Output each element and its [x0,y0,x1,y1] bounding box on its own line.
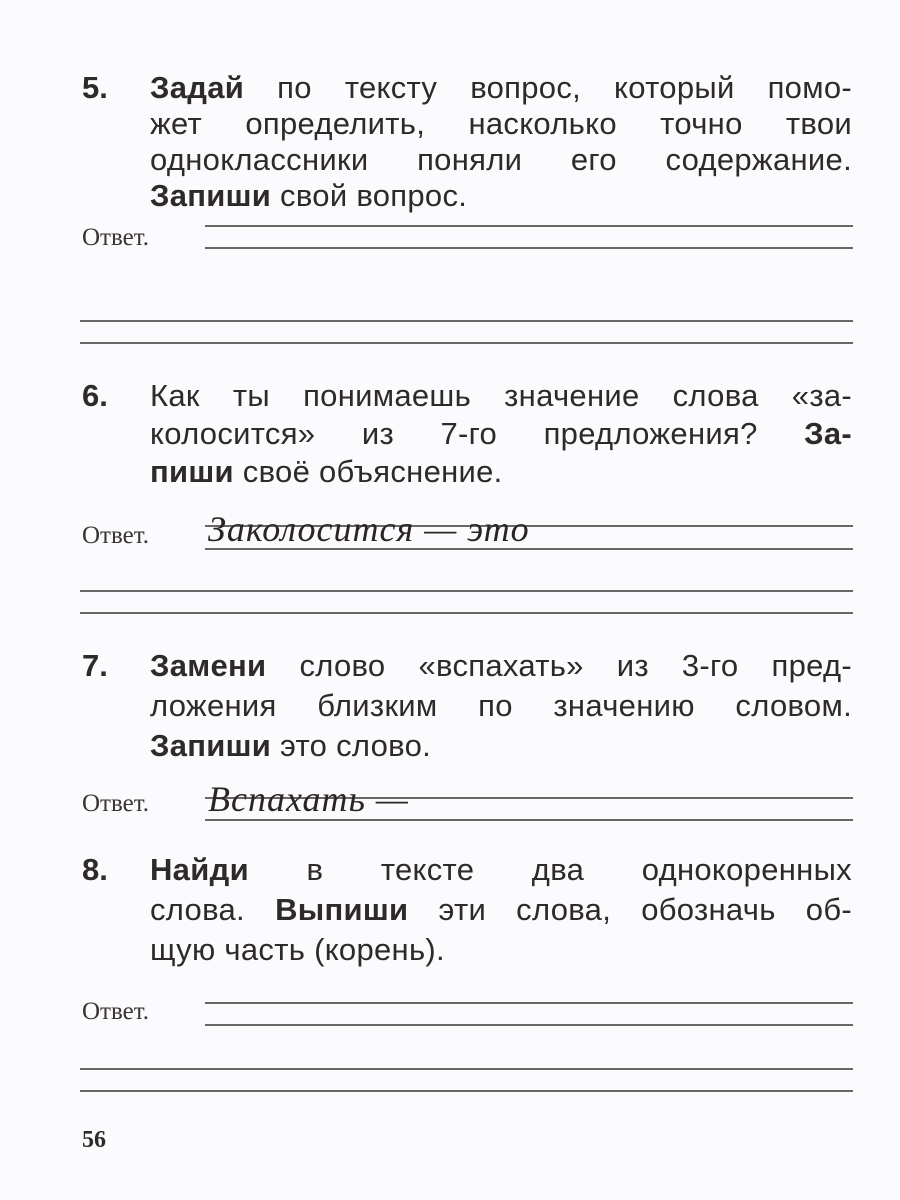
task-line [150,728,852,764]
bold-instruction: Запиши [150,728,272,763]
answer-line[interactable] [205,225,853,227]
answer-line[interactable] [80,1068,853,1070]
task-number: 7. [82,648,108,683]
answer-line[interactable] [80,612,853,614]
bold-instruction: Найди [150,852,249,887]
task-text: слово «вспахать» из 3-го пред- [266,648,852,683]
task-text: в тексте два однокоренных [248,852,852,887]
task-text: своё объяснение. [233,454,503,489]
task-text: одноклассники поняли его содержание. [150,142,852,177]
task-line [150,70,852,106]
answer-line[interactable] [80,1090,853,1092]
task-line [150,378,852,414]
task-text: ложения близким по значению словом. [150,688,852,723]
bold-instruction: Задай [150,70,245,105]
answer-label: Ответ. [82,790,150,817]
bold-instruction: Запиши [150,178,272,213]
handwritten-answer: Заколосится — это [208,509,530,549]
task-text: жет определить, насколько точно твои [150,106,852,141]
task-line [150,178,852,214]
task-line [150,454,852,490]
task-text: слова. [150,892,276,927]
answer-label: Ответ. [82,224,150,251]
task-text: Как ты понимаешь значение слова «за- [150,378,852,413]
task-number: 8. [82,852,108,887]
task-number: 6. [82,378,108,413]
answer-line[interactable] [205,247,853,249]
bold-instruction: За- [804,416,852,451]
bold-instruction: Выпиши [275,892,409,927]
task-line [150,648,852,684]
task-line [150,852,852,888]
task-line [150,416,852,452]
task-line [150,932,852,968]
task-line [150,106,852,142]
task-text: колосится» из 7-го предложения? [150,416,805,451]
bold-instruction: Замени [150,648,267,683]
task-line [150,892,852,928]
task-text: щую часть (корень). [150,932,445,967]
answer-label: Ответ. [82,998,150,1025]
answer-line[interactable] [80,590,853,592]
task-text: это слово. [271,728,432,763]
bold-instruction: пиши [150,454,234,489]
page-number: 56 [82,1127,106,1153]
task-text: свой вопрос. [271,178,468,213]
answer-line[interactable] [205,1024,853,1026]
task-text: эти слова, обозначь об- [408,892,852,927]
answer-line[interactable] [80,320,853,322]
handwritten-answer: Вспахать — [208,779,409,819]
answer-label: Ответ. [82,522,150,549]
task-number: 5. [82,70,108,105]
task-line [150,688,852,724]
task-line [150,142,852,178]
answer-line[interactable] [80,342,853,344]
answer-line[interactable] [205,1002,853,1004]
task-text: по тексту вопрос, который помо- [244,70,852,105]
